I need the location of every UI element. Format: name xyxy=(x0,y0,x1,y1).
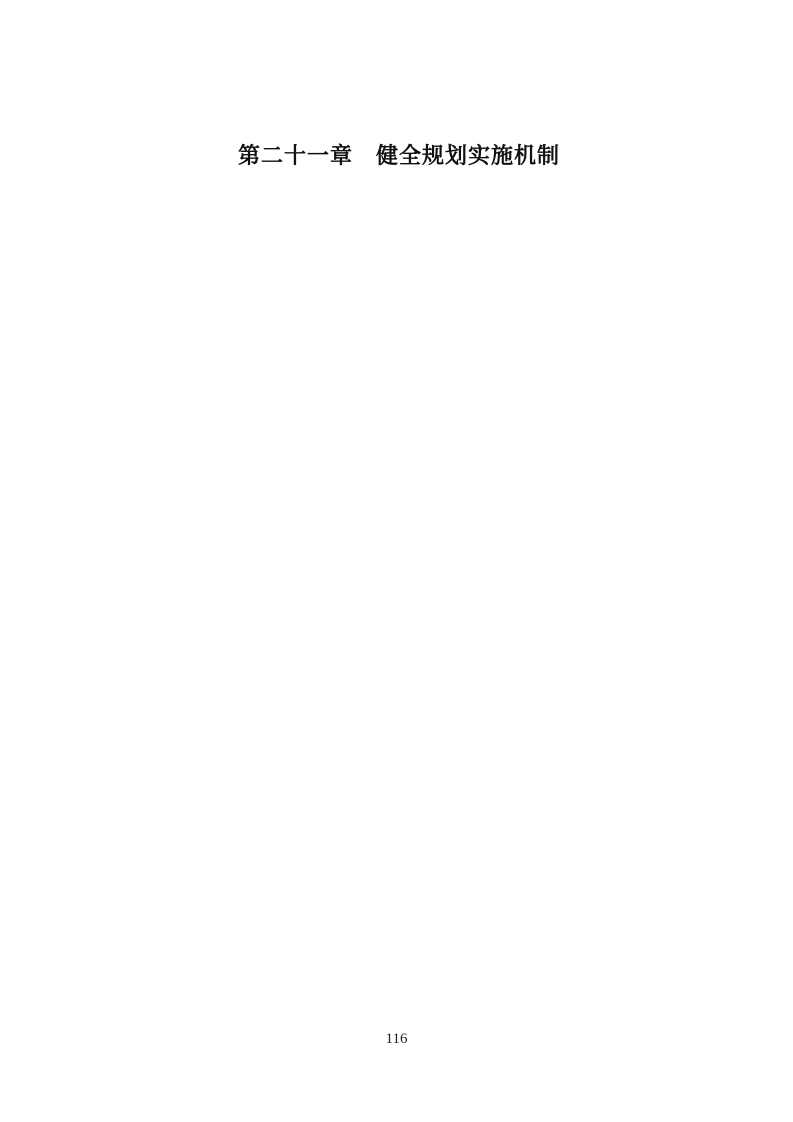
chapter-heading: 第二十一章 健全规划实施机制 xyxy=(237,143,560,168)
document-body xyxy=(110,117,688,196)
page-footer xyxy=(0,1030,793,1048)
page-number: 116 xyxy=(385,1031,408,1047)
